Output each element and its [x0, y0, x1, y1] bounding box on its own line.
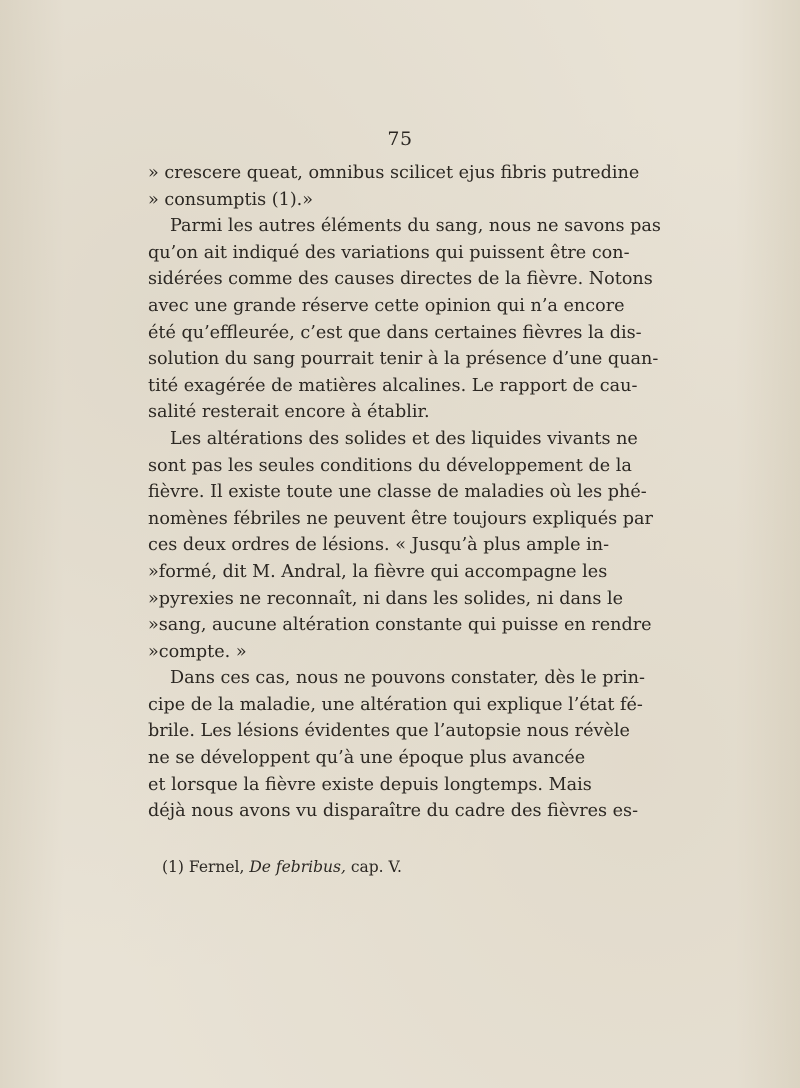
text-line: »compte. »: [148, 641, 247, 662]
text-line: cipe de la maladie, une altération qui explique l’état fé-: [148, 694, 643, 715]
text-line: qu’on ait indiqué des variations qui puissent être con-: [148, 242, 630, 263]
footnote-ref: cap. V.: [350, 858, 402, 876]
text-line: Les altérations des solides et des liquides vivants ne: [170, 428, 638, 449]
footnote: [162, 858, 402, 876]
footnote-marker: (1): [162, 858, 184, 876]
text-line: ces deux ordres de lésions. « Jusqu’à plus ample in-: [148, 535, 610, 556]
text-line: avec une grande réserve cette opinion qui n’a encore: [148, 295, 625, 316]
text-line: » crescere queat, omnibus scilicet ejus fibris putredine: [148, 163, 640, 183]
footnote-title: De febribus,: [249, 858, 346, 876]
page-number: 75: [387, 128, 413, 150]
text-line: déjà nous avons vu disparaître du cadre des fièvres es-: [148, 801, 639, 822]
text-line: ne se développent qu’à une époque plus avancée: [148, 748, 586, 769]
body-text: [148, 160, 661, 825]
text-line: été qu’effleurée, c’est que dans certaines fièvres la dis-: [148, 322, 642, 343]
text-line: Parmi les autres éléments du sang, nous ne savons pas: [170, 216, 661, 237]
text-line: » consumptis (1).»: [148, 189, 314, 210]
text-line: solution du sang pourrait tenir à la présence d’une quan-: [148, 349, 659, 370]
text-line: nomènes fébriles ne peuvent être toujours expliqués par: [148, 508, 653, 529]
text-line: fièvre. Il existe toute une classe de maladies où les phé-: [148, 482, 647, 503]
text-line: »sang, aucune altération constante qui puisse en rendre: [148, 615, 652, 636]
text-line: »pyrexies ne reconnaît, ni dans les solides, ni dans le: [148, 588, 623, 609]
text-line: et lorsque la fièvre existe depuis longtemps. Mais: [148, 774, 592, 795]
text-line: tité exagérée de matières alcalines. Le rapport de cau-: [148, 375, 638, 396]
footnote-author: Fernel,: [188, 858, 245, 876]
text-line: brile. Les lésions évidentes que l’autopsie nous révèle: [148, 721, 630, 742]
text-line: »formé, dit M. Andral, la fièvre qui accompagne les: [148, 561, 608, 582]
text-line: salité resterait encore à établir.: [148, 402, 430, 423]
text-line: sidérées comme des causes directes de la fièvre. Notons: [148, 269, 653, 290]
text-line: Dans ces cas, nous ne pouvons constater, dès le prin-: [170, 668, 645, 689]
text-line: sont pas les seules conditions du développement de la: [148, 455, 632, 476]
